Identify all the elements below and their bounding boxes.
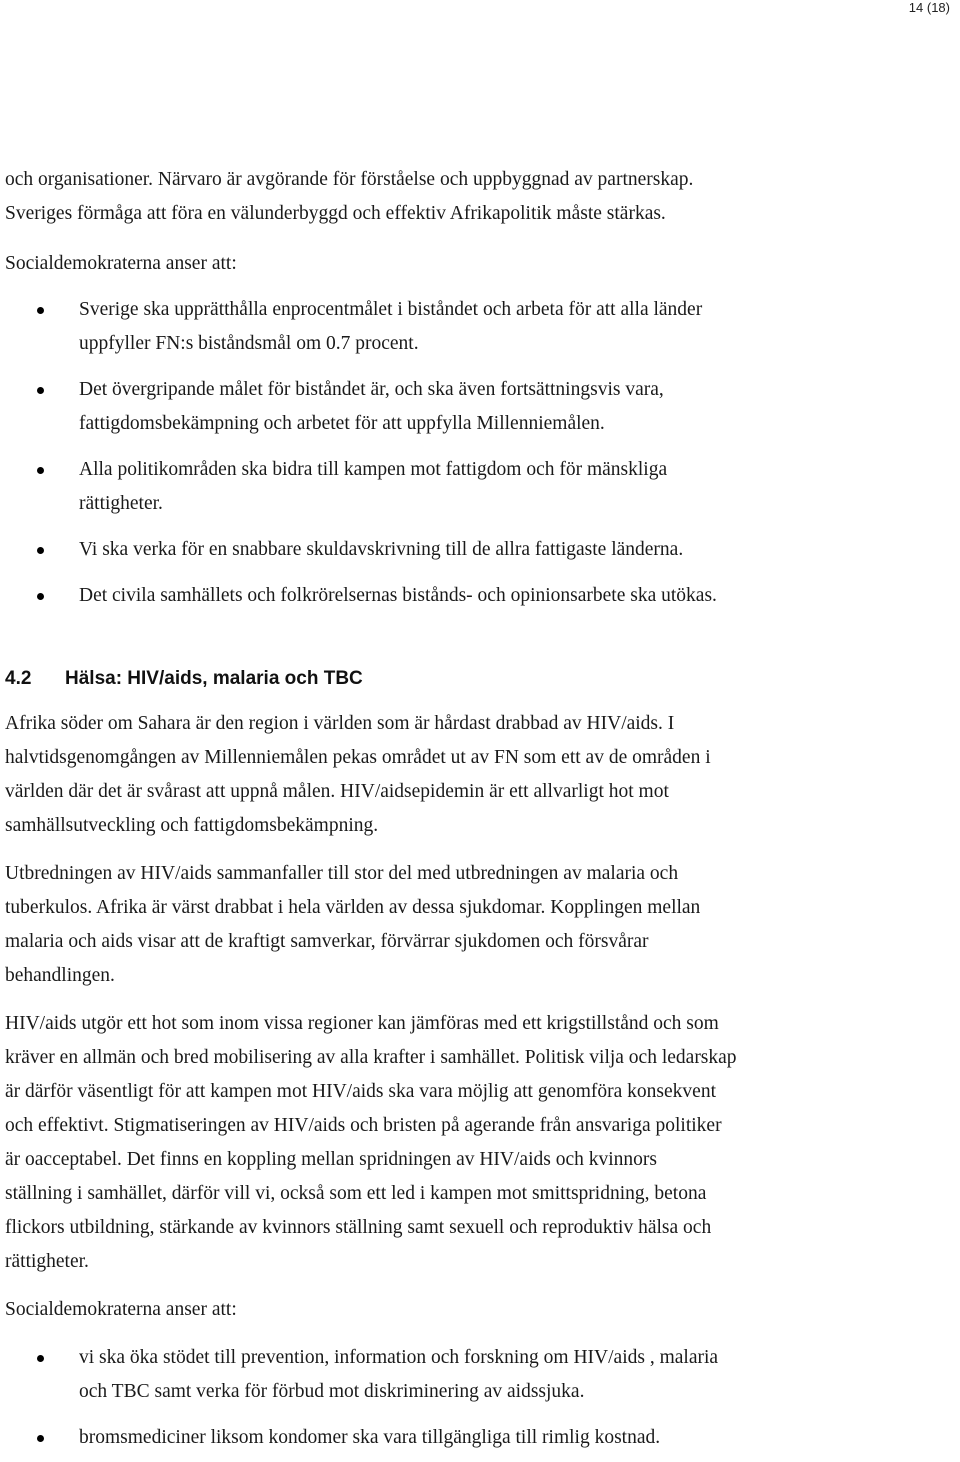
text-line: bromsmediciner liksom kondomer ska vara tillgängliga till rimlig kostnad. (79, 1427, 661, 1448)
text-line: Utbredningen av HIV/aids sammanfaller till stor del med utbredningen av malaria och (5, 863, 679, 884)
text-line: behandlingen. (5, 965, 115, 986)
bullet-icon (37, 1355, 44, 1362)
text-line: samhällsutveckling och fattigdomsbekämpning. (5, 815, 379, 836)
text-line: Afrika söder om Sahara är den region i världen som är hårdast drabbad av HIV/aids. I (5, 713, 675, 734)
bullet-icon (37, 547, 44, 554)
bullet-list-1 (5, 293, 845, 613)
text-line: rättigheter. (5, 1251, 89, 1272)
text-line: ställning i samhället, därför vill vi, också som ett led i kampen mot smittspridning, betona (5, 1183, 707, 1204)
text-line: Vi ska verka för en snabbare skuldavskrivning till de allra fattigaste länderna. (79, 539, 684, 560)
text-line: Sverige ska upprätthålla enprocentmålet i biståndet och arbeta för att alla länder (79, 299, 703, 320)
text-line: och organisationer. Närvaro är avgörande för förståelse och uppbyggnad av partnerskap. (5, 169, 694, 190)
bullet-icon (37, 467, 44, 474)
list-item (5, 579, 845, 613)
bullet-icon (37, 387, 44, 394)
text-line: halvtidsgenomgången av Millenniemålen pekas området ut av FN som ett av de områden i (5, 747, 711, 768)
document-body (5, 163, 845, 1455)
text-line: vi ska öka stödet till prevention, information och forskning om HIV/aids , malaria (79, 1347, 719, 1368)
list-item (5, 1421, 845, 1455)
intro-paragraph (5, 163, 845, 231)
text-line: Det civila samhällets och folkrörelsernas bistånds- och opinionsarbete ska utökas. (79, 585, 717, 606)
list-item (5, 533, 845, 567)
text-line: världen där det är svårast att uppnå målen. HIV/aidsepidemin är ett allvarligt hot mot (5, 781, 669, 802)
text-line: är oacceptabel. Det finns en koppling mellan spridningen av HIV/aids och kvinnors (5, 1149, 657, 1170)
bullet-icon (37, 593, 44, 600)
body-paragraph (5, 707, 845, 843)
text-line: och TBC samt verka för förbud mot diskriminering av aidssjuka. (79, 1381, 585, 1402)
list-item (5, 373, 845, 441)
bullet-icon (37, 1435, 44, 1442)
list-item (5, 1341, 845, 1409)
text-line: flickors utbildning, stärkande av kvinnors ställning samt sexuell och reproduktiv hälsa och (5, 1217, 712, 1238)
text-line: malaria och aids visar att de kraftigt samverkar, förvärrar sjukdomen och försvårar (5, 931, 649, 952)
text-line: fattigdomsbekämpning och arbetet för att uppfylla Millenniemålen. (79, 413, 605, 434)
bullet-list-2 (5, 1341, 845, 1455)
bullet-icon (37, 307, 44, 314)
text-line: är därför väsentligt för att kampen mot HIV/aids ska vara möjlig att genomföra konsekvent (5, 1081, 716, 1102)
text-line: Alla politikområden ska bidra till kampen mot fattigdom och för mänskliga (79, 459, 668, 480)
text-line: HIV/aids utgör ett hot som inom vissa regioner kan jämföras med ett krigstillstånd och som (5, 1013, 719, 1034)
section-title: Hälsa: HIV/aids, malaria och TBC (65, 668, 363, 689)
body-paragraph (5, 857, 845, 993)
lead-text: Socialdemokraterna anser att: (5, 253, 237, 274)
lead-text: Socialdemokraterna anser att: (5, 1299, 237, 1320)
text-line: och effektivt. Stigmatiseringen av HIV/aids och bristen på agerande från ansvariga politiker (5, 1115, 722, 1136)
section-heading (5, 667, 845, 691)
body-paragraph (5, 1007, 845, 1279)
text-line: kräver en allmän och bred mobilisering av alla krafter i samhället. Politisk vilja och ledarskap (5, 1047, 737, 1068)
text-line: Sveriges förmåga att föra en välunderbyggd och effektiv Afrikapolitik måste stärkas. (5, 203, 666, 224)
text-line: uppfyller FN:s biståndsmål om 0.7 procent. (79, 333, 419, 354)
text-line: tuberkulos. Afrika är värst drabbat i hela världen av dessa sjukdomar. Kopplingen mellan (5, 897, 701, 918)
list-item (5, 293, 845, 361)
section-number: 4.2 (5, 668, 32, 689)
page-number: 14 (18) (908, 0, 950, 15)
text-line: rättigheter. (79, 493, 163, 514)
list-item (5, 453, 845, 521)
text-line: Det övergripande målet för biståndet är, och ska även fortsättningsvis vara, (79, 379, 664, 400)
